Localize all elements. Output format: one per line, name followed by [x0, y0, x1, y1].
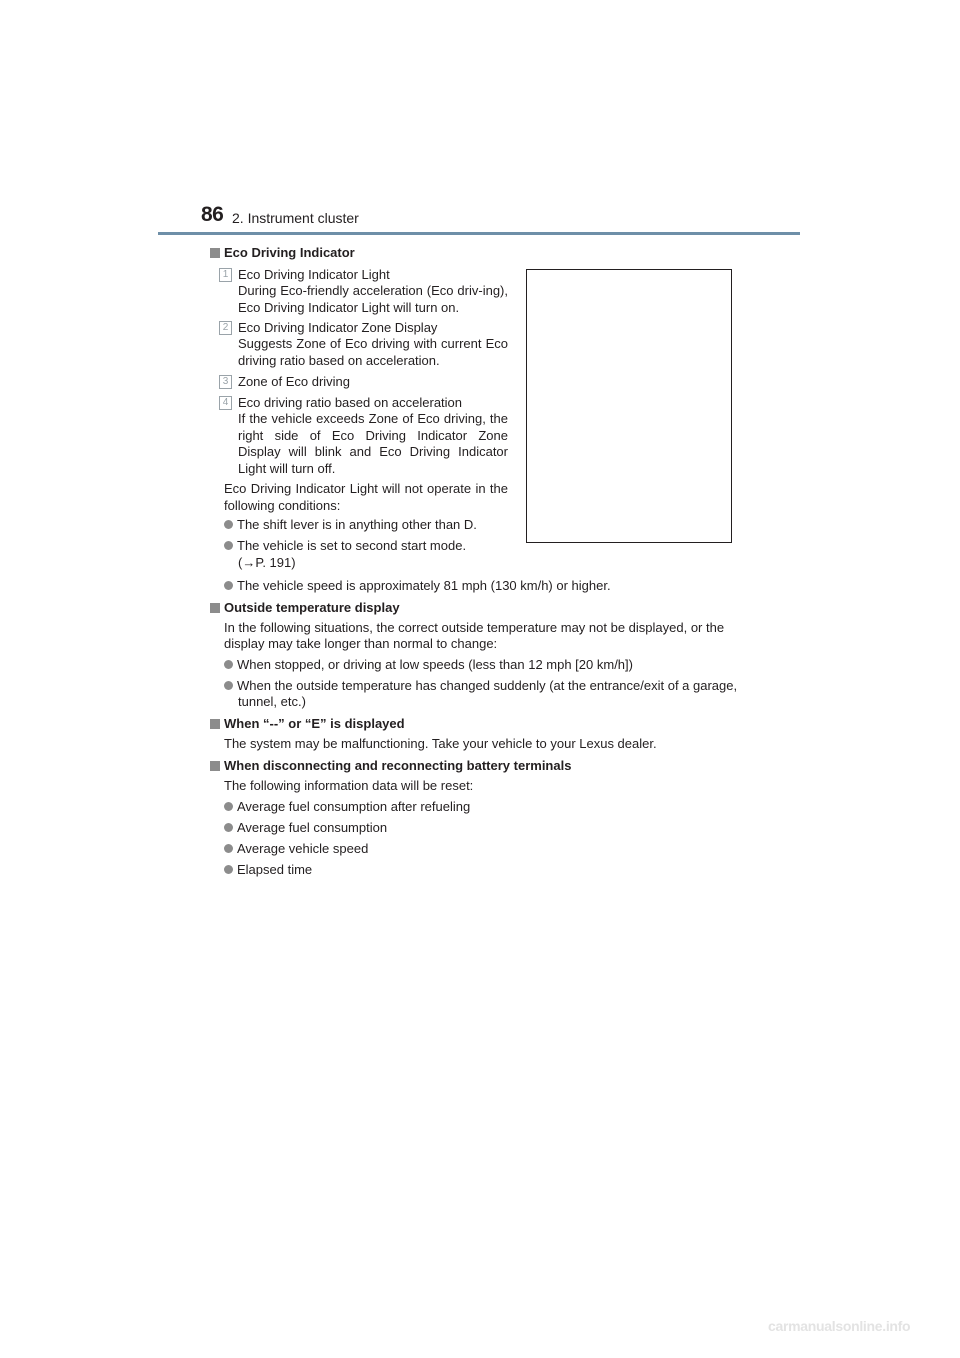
battery-heading: When disconnecting and reconnecting battery terminals: [210, 757, 571, 775]
eco-heading-text: Eco Driving Indicator: [224, 245, 355, 260]
condition-item: The vehicle is set to second start mode.: [224, 538, 466, 555]
header-divider: [158, 232, 800, 235]
outside-temp-intro: display may take longer than normal to change:: [224, 636, 498, 651]
item-4-title: Eco driving ratio based on acceleration: [238, 395, 463, 410]
square-bullet-icon: [210, 719, 220, 729]
number-3-icon: 3: [219, 375, 232, 389]
bullet-icon: [224, 541, 233, 550]
section-title: 2. Instrument cluster: [232, 210, 359, 226]
dash-heading: When “--” or “E” is displayed: [210, 715, 405, 733]
eco-heading: [210, 244, 355, 262]
bullet-icon: [224, 660, 233, 669]
page-number: 86: [201, 203, 224, 226]
item-1-title: Eco Driving Indicator Light: [238, 267, 390, 282]
square-bullet-icon: [210, 603, 220, 613]
number-4-icon: 4: [219, 396, 232, 410]
eco-indicator-figure: [526, 269, 732, 543]
eco-note: Eco Driving Indicator Light will not operate in the following conditions:: [224, 481, 508, 513]
battery-bullet: Average fuel consumption: [224, 820, 387, 837]
condition-item: The vehicle speed is approximately 81 mph (130 km/h) or higher.: [224, 578, 611, 595]
item-4-description: If the vehicle exceeds Zone of Eco driving, the right side of Eco Driving Indicator Zone Display will blink and Eco Driving Indicator Light will turn off.: [238, 411, 508, 476]
item-3-title: Zone of Eco driving: [238, 374, 351, 389]
battery-bullet: Elapsed time: [224, 862, 312, 879]
outside-temp-intro: In the following situations, the correct outside temperature may not be displayed, or the: [224, 620, 725, 635]
square-bullet-icon: [210, 761, 220, 771]
square-bullet-icon: [210, 248, 220, 258]
outside-temp-bullet-continued: tunnel, etc.): [238, 694, 306, 709]
bullet-icon: [224, 823, 233, 832]
outside-temp-bullet: When the outside temperature has changed suddenly (at the entrance/exit of a garage,: [224, 678, 737, 695]
watermark: carmanualsonline.info: [768, 1318, 911, 1334]
number-2-icon: 2: [219, 321, 232, 335]
battery-bullet: Average fuel consumption after refueling: [224, 799, 470, 816]
dash-text: The system may be malfunctioning. Take your vehicle to your Lexus dealer.: [224, 736, 657, 751]
battery-bullet: Average vehicle speed: [224, 841, 368, 858]
item-2-description: Suggests Zone of Eco driving with current Eco driving ratio based on acceleration.: [238, 336, 508, 368]
bullet-icon: [224, 844, 233, 853]
page-reference: (→P. 191): [238, 555, 296, 570]
bullet-icon: [224, 681, 233, 690]
outside-temp-bullet: When stopped, or driving at low speeds (less than 12 mph [20 km/h]): [224, 657, 633, 674]
bullet-icon: [224, 520, 233, 529]
outside-temp-heading: Outside temperature display: [210, 599, 400, 617]
bullet-icon: [224, 581, 233, 590]
item-1-description: During Eco-friendly acceleration (Eco driv-ing), Eco Driving Indicator Light will turn on.: [238, 283, 508, 315]
number-1-icon: 1: [219, 268, 232, 282]
bullet-icon: [224, 865, 233, 874]
condition-item: The shift lever is in anything other than D.: [224, 517, 477, 534]
battery-intro: The following information data will be reset:: [224, 778, 474, 793]
bullet-icon: [224, 802, 233, 811]
item-2-title: Eco Driving Indicator Zone Display: [238, 320, 438, 335]
